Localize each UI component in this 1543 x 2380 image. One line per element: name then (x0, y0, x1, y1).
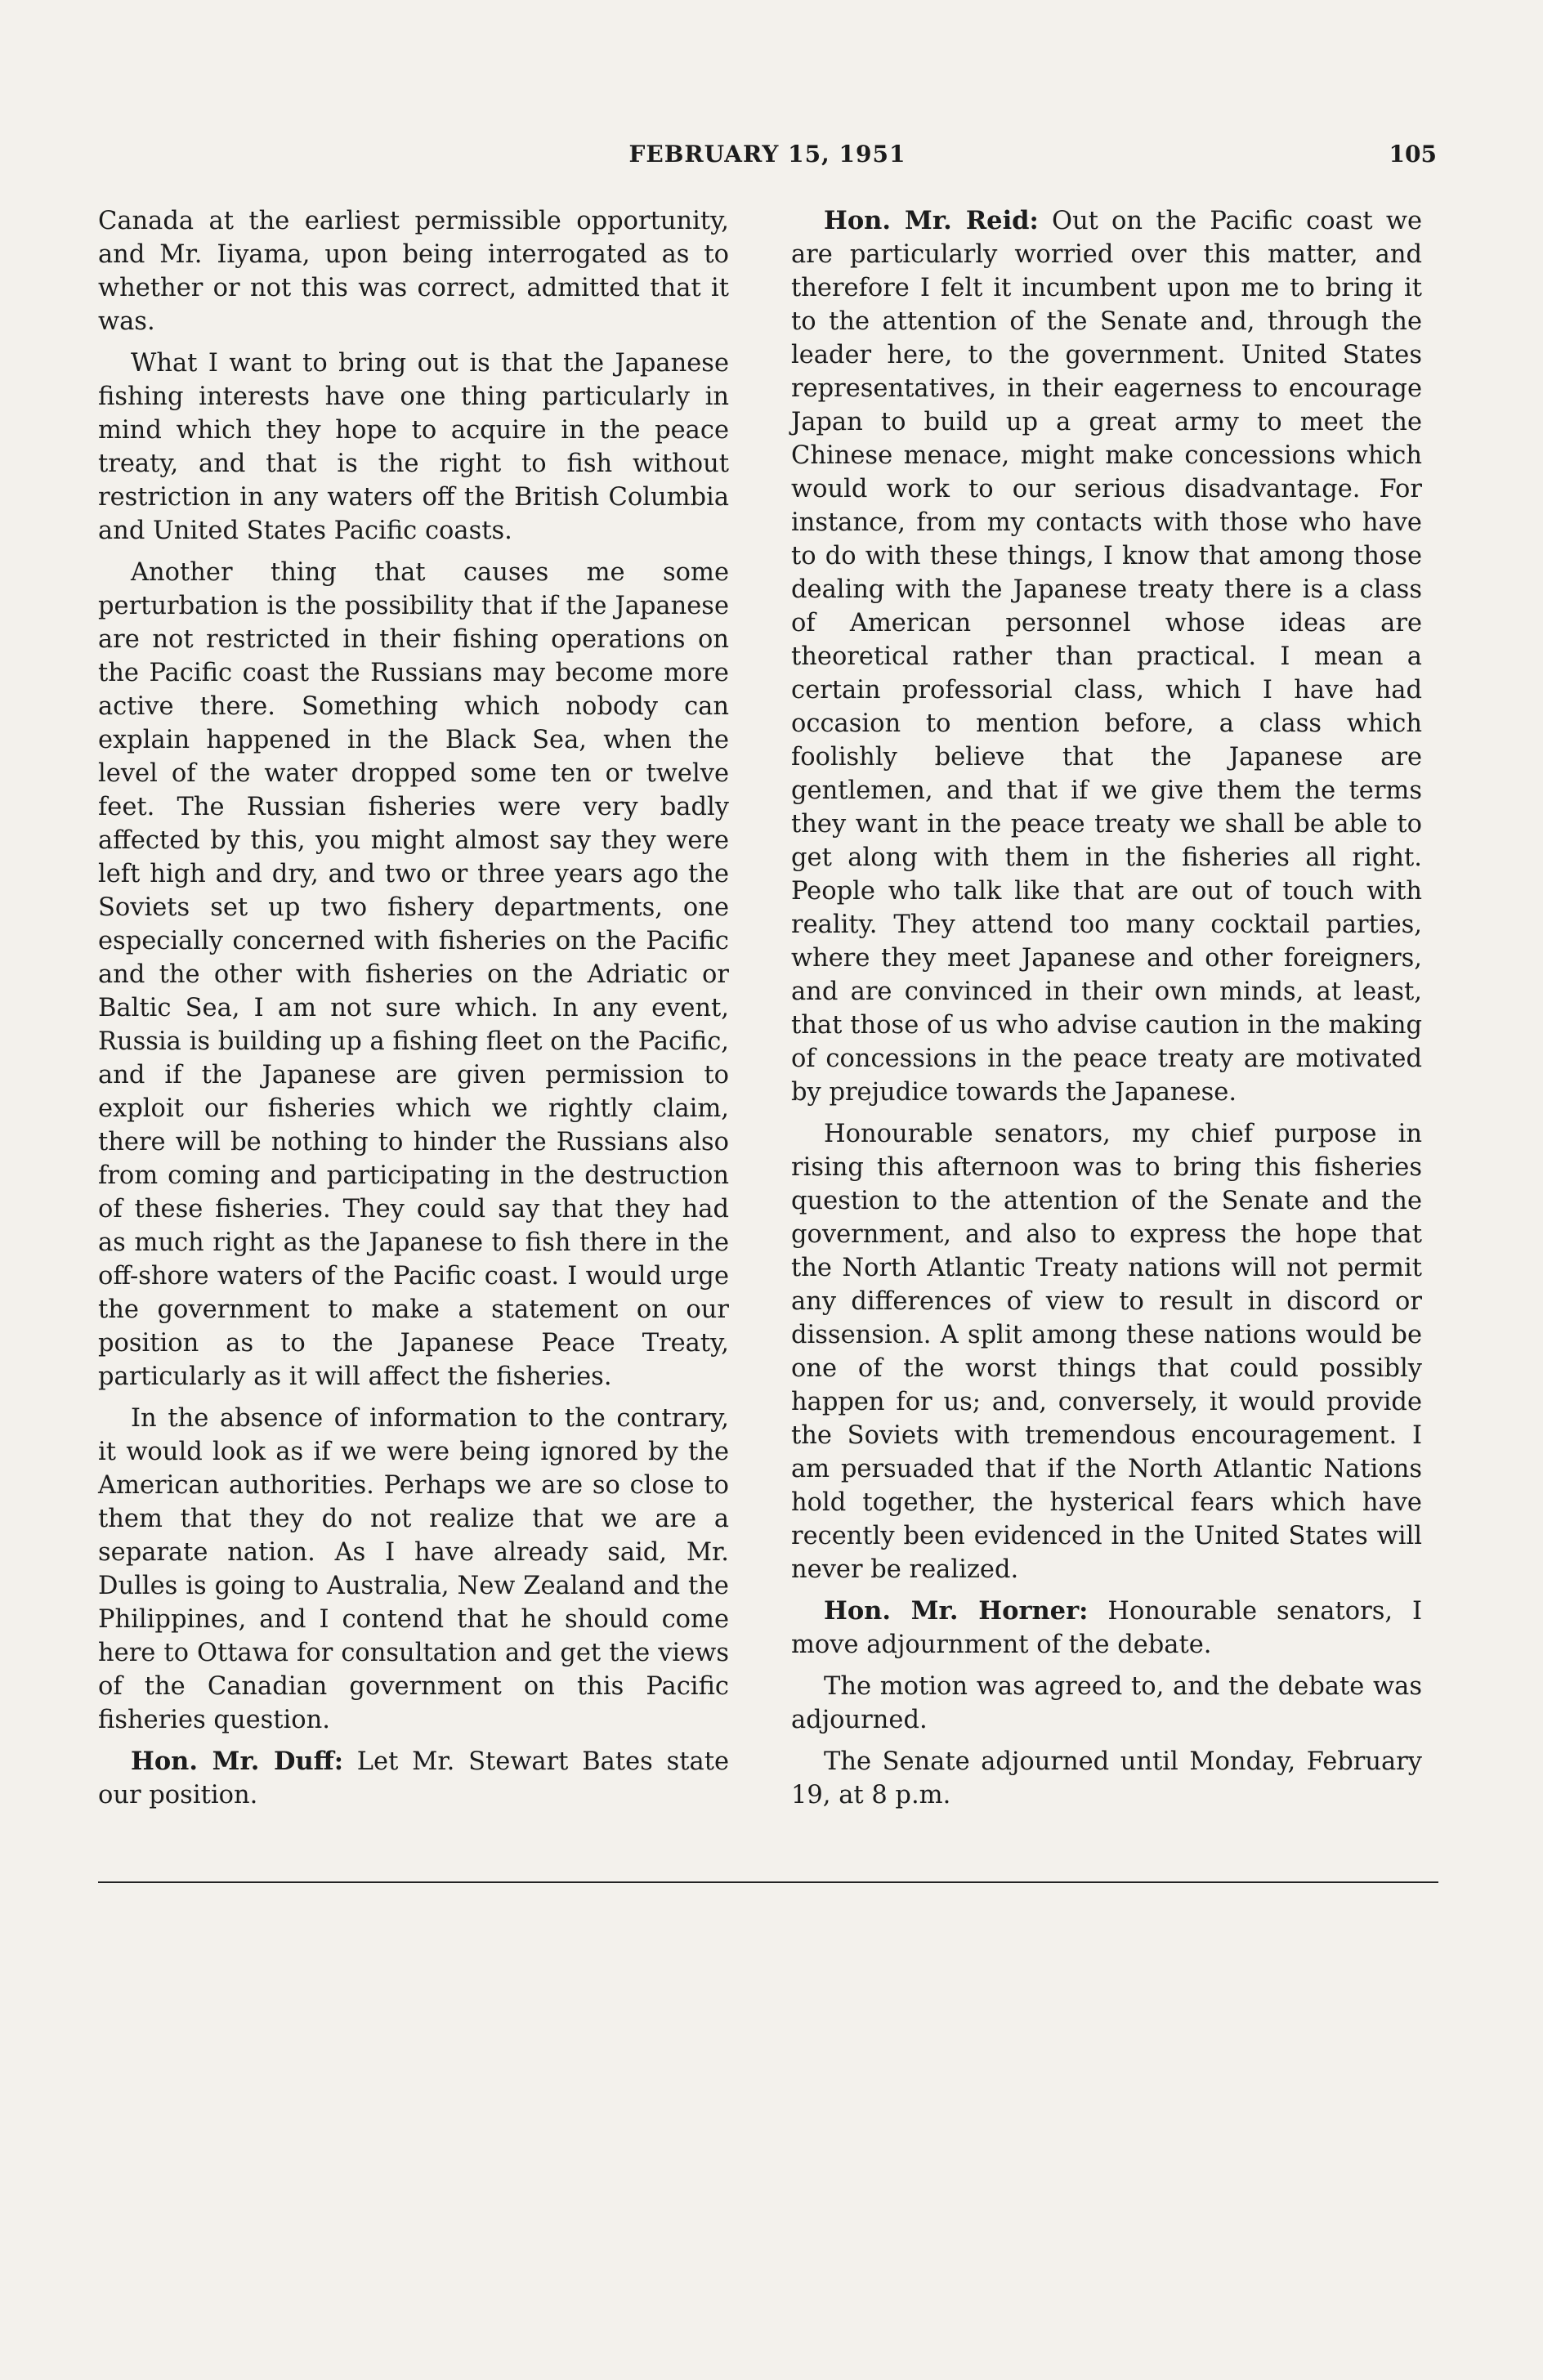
page-number: 105 (1389, 141, 1437, 168)
paragraph: What I want to bring out is that the Japanese fishing interests have one thing particularly in mind which they hope to acquire in the peace treaty, and that is the right to fish without restriction in any waters off the British Columbia and United States Pacific coasts. (98, 349, 729, 545)
speech-text: Honourable senators, I move adjournment of the debate. (791, 1597, 1422, 1659)
paragraph: Another thing that causes me some perturbation is the possibility that if the Japanese are not restricted in their fishing operations on the Pacific coast the Russians may become more active there. Something which nobody can explain happened in the Black Sea, when the level of the water dropped some ten or twelve feet. The Russian fisheries were very badly affected by this, you might almost say they were left high and dry, and two or three years ago the Soviets set up two fishery departments, one especially concerned with fisheries on the Pacific and the other with fisheries on the Adriatic or Baltic Sea, I am not sure which. In any event, Russia is building up a fishing fleet on the Pacific, and if the Japanese are given permission to exploit our fisheries which we rightly claim, there will be nothing to hinder the Russians also from coming and participating in the destruction of these fisheries. They could say that they had as much right as the Japanese to fish there in the off-shore waters of the Pacific coast. I would urge the government to make a statement on our position as to the Japanese Peace Treaty, particularly as it will affect the fisheries. (98, 558, 729, 1391)
paragraph: In the absence of information to the contrary, it would look as if we were being ignored by the American authorities. Perhaps we are so close to them that they do not realize that we are a separate nation. As I have already said, Mr. Dulles is going to Australia, New Zealand and the Philippines, and I contend that he should come here to Ottawa for consultation and get the views of the Canadian government on this Pacific fisheries question. (98, 1404, 729, 1734)
paragraph: The motion was agreed to, and the debate was adjourned. (791, 1672, 1422, 1734)
bottom-divider (98, 1881, 1438, 1883)
page-header (98, 141, 1437, 177)
speech-text: Out on the Pacific coast we are particularly worried over this matter, and therefore I felt it incumbent upon me to bring it to the attention of the Senate and, through the leader here, to the government. United States representatives, in their eagerness to encourage Japan to build up a great army to meet the Chinese menace, might make concessions which would work to our serious disadvantage. For instance, from my contacts with those who have to do with these things, I know that among those dealing with the Japanese treaty there is a class of American personnel whose ideas are theoretical rather than practical. I mean a certain professorial class, which I have had occasion to mention before, a class which foolishly believe that the Japanese are gentlemen, and that if we give them the terms they want in the peace treaty we shall be able to get along with them in the fisheries all right. People who talk like that are out of touch with reality. They attend too many cocktail parties, where they meet Japanese and other foreigners, and are convinced in their own minds, at least, that those of us who advise caution in the making of concessions in the peace treaty are motivated by prejudice towards the Japanese. (791, 207, 1422, 1107)
speech-paragraph (791, 204, 1422, 1109)
right-column (791, 204, 1422, 1820)
speaker-name: Hon. Mr. Horner: (824, 1596, 1089, 1626)
speaker-name: Hon. Mr. Reid: (824, 206, 1039, 235)
speech-paragraph (98, 1745, 729, 1812)
paragraph: Canada at the earliest permissible opportunity, and Mr. Iiyama, upon being interrogated as to whether or not this was correct, admitted that it was. (98, 207, 729, 336)
paragraph: The Senate adjourned until Monday, February 19, at 8 p.m. (791, 1747, 1422, 1810)
paragraph: Honourable senators, my chief purpose in rising this afternoon was to bring this fisheries question to the attention of the Senate and the government, and also to express the hope that the North Atlantic Treaty nations will not permit any differences of view to result in discord or dissension. A split among these nations would be one of the worst things that could possibly happen for us; and, conversely, it would provide the Soviets with tremendous encouragement. I am persuaded that if the North Atlantic Nations hold together, the hysterical fears which have recently been evidenced in the United States will never be realized. (791, 1120, 1422, 1584)
speech-paragraph (791, 1595, 1422, 1662)
left-column (98, 204, 729, 1820)
speaker-name: Hon. Mr. Duff: (131, 1747, 343, 1776)
page-date: FEBRUARY 15, 1951 (628, 141, 906, 168)
speech-text: Let Mr. Stewart Bates state our position. (98, 1747, 730, 1810)
